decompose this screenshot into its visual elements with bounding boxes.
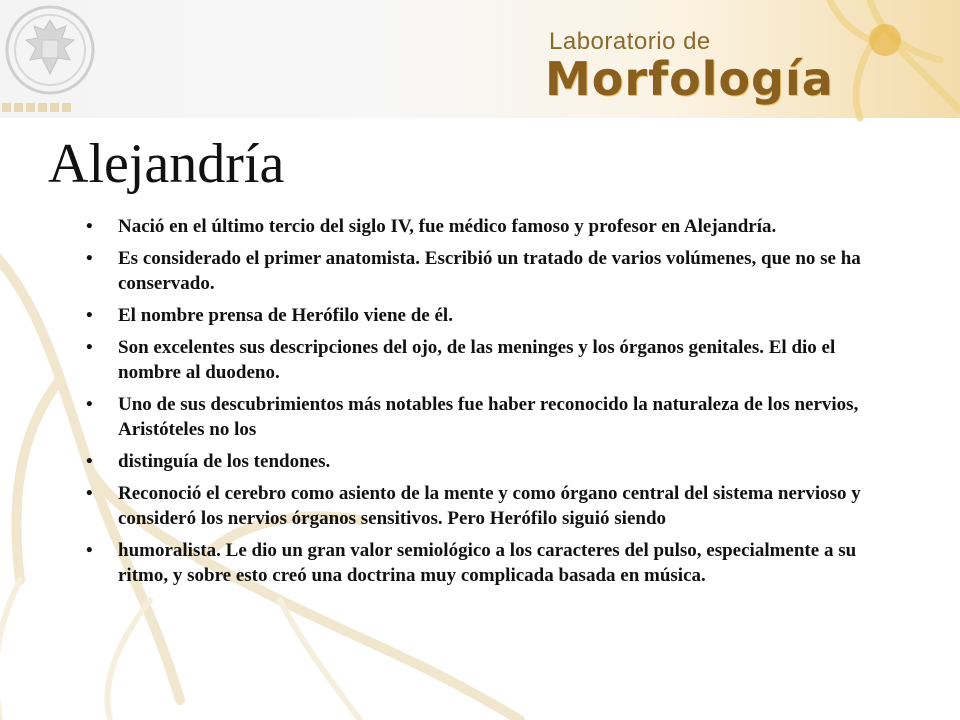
bullet-glyph: • (86, 216, 93, 237)
bullet-item (82, 392, 882, 442)
bullet-text: Reconoció el cerebro como asiento de la mente y como órgano central del sistema nervioso y consideró los nervios órganos sensitivos. Pero Herófilo siguió siendo (118, 483, 861, 529)
lab-label: Laboratorio de (549, 28, 711, 55)
bullet-item (82, 335, 882, 385)
bullet-glyph: • (86, 394, 93, 415)
bullet-item (82, 246, 882, 296)
slide-title: Alejandría (48, 133, 285, 195)
lab-logo (545, 28, 834, 108)
bullet-item (82, 481, 882, 531)
lab-name: Morfología (545, 52, 834, 106)
bullet-item (82, 214, 882, 239)
bullet-text: distinguía de los tendones. (118, 451, 331, 472)
bullet-text: Nació en el último tercio del siglo IV, fue médico famoso y profesor en Alejandría. (118, 216, 777, 237)
bullet-list (82, 214, 882, 595)
bullet-text: humoralista. Le dio un gran valor semiológico a los caracteres del pulso, especialmente a su ritmo, y sobre esto creó una doctrina muy complicada basada en música. (118, 540, 857, 586)
decorative-square (50, 103, 59, 112)
bullet-glyph: • (86, 337, 93, 358)
decorative-square (38, 103, 47, 112)
bullet-text: Son excelentes sus descripciones del ojo, de las meninges y los órganos genitales. El dio el nombre al duodeno. (118, 337, 836, 383)
bullet-glyph: • (86, 248, 93, 269)
bullet-glyph: • (86, 540, 93, 561)
bullet-glyph: • (86, 483, 93, 504)
bullet-text: Uno de sus descubrimientos más notables fue haber reconocido la naturaleza de los nervios, Aristóteles no los (118, 394, 859, 440)
university-crest-icon (4, 4, 96, 96)
bullet-item (82, 303, 882, 328)
bullet-glyph: • (86, 305, 93, 326)
bullet-text: El nombre prensa de Herófilo viene de él. (118, 305, 453, 326)
bullet-item (82, 449, 882, 474)
bullet-item (82, 538, 882, 588)
decorative-squares (2, 103, 71, 112)
decorative-square (14, 103, 23, 112)
decorative-square (2, 103, 11, 112)
decorative-square (26, 103, 35, 112)
bullet-glyph: • (86, 451, 93, 472)
bullet-text: Es considerado el primer anatomista. Escribió un tratado de varios volúmenes, que no se ha conservado. (118, 248, 861, 294)
decorative-square (62, 103, 71, 112)
